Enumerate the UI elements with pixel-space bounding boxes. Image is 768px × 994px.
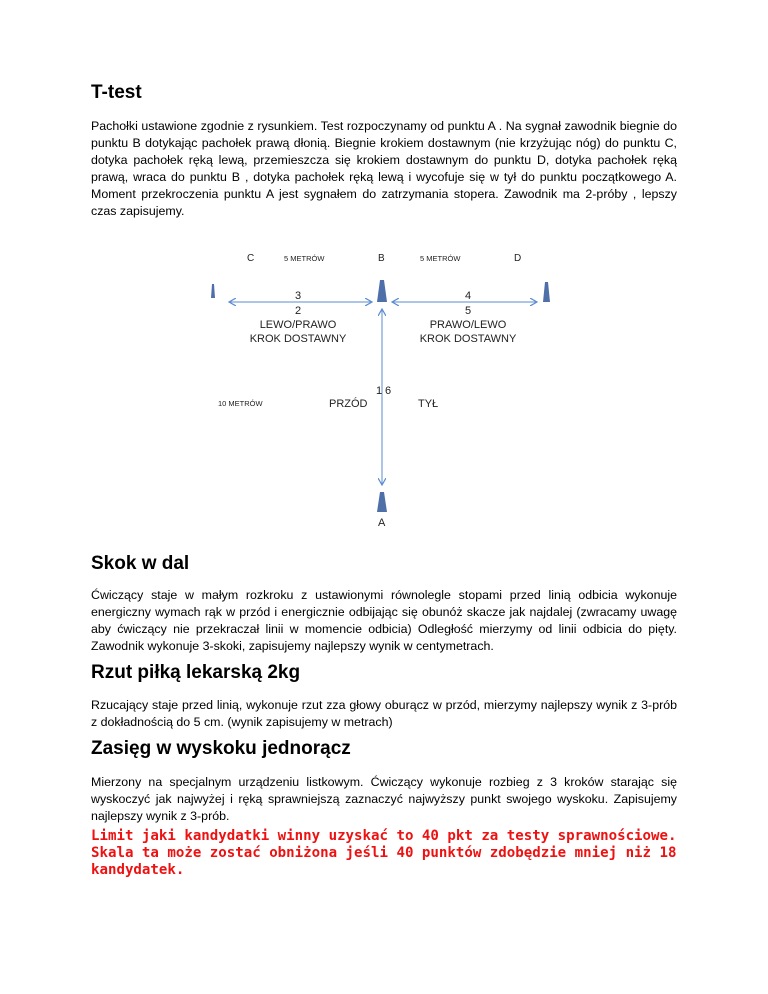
label-d: D xyxy=(514,253,522,264)
right-step: KROK DOSTAWNY xyxy=(419,333,517,345)
label-b: B xyxy=(378,253,385,264)
left-direction: LEWO/PRAWO xyxy=(259,319,337,331)
cone-c xyxy=(211,284,215,298)
mid-num-1: 1 xyxy=(376,385,383,397)
dist-right-label: 5 METRÓW xyxy=(420,254,461,263)
limit-note: Limit jaki kandydatki winny uzyskać to 40 pkt za testy sprawnościowe. Skala ta może zostać obniżona jeśli 40 punktów zdobędzie mniej niż 18 kandydatek. xyxy=(91,828,677,878)
ttest-description: Pachołki ustawione zgodnie z rysunkiem. Test rozpoczynamy od punktu A . Na sygnał zawodnik biegnie do punktu B dotykając pachołek prawą dłonią. Biegnie krokiem dostawnym (nie krzyżując nóg) do punktu C, dotyka pachołek ręką lewą, przemieszcza się krokiem dostawnym do punktu D, dotyka pachołek ręką prawą, wraca do punktu B , dotyka pachołek ręką lewą i wycofuje się w tył do punktu początkowego A. Moment przekroczenia punktu A jest sygnałem do zatrzymania stopera. Zawodnik ma 2-próby , lepszy czas zapisujemy. xyxy=(91,119,677,218)
left-step: KROK DOSTAWNY xyxy=(249,333,347,345)
cone-d xyxy=(543,282,550,302)
back-label: TYŁ xyxy=(418,398,439,410)
cone-b xyxy=(377,280,387,302)
forward-label: PRZÓD xyxy=(329,398,368,410)
jump-reach-description: Mierzony na specjalnym urządzeniu listkowym. Ćwiczący wykonuje rozbieg z 3 kroków starając się wyskoczyć jak najwyżej i ręką sprawniejszą zaznaczyć najwyższy punkt swojego wyskoku. Zapisujemy najlepszy wynik z 3-prób. xyxy=(91,775,677,823)
label-c: C xyxy=(247,253,255,264)
ttest-title: T-test xyxy=(91,82,142,103)
cone-a xyxy=(377,492,387,512)
label-a: A xyxy=(378,517,386,529)
dist-vertical-label: 10 METRÓW xyxy=(218,399,263,408)
ball-throw-description: Rzucający staje przed linią, wykonuje rzut zza głowy oburącz w przód, mierzymy najlepszy wynik z 3-prób z dokładnością do 5 cm. (wynik zapisujemy w metrach) xyxy=(91,698,677,729)
left-num-2: 2 xyxy=(294,305,302,317)
left-num-1: 3 xyxy=(294,290,302,302)
ball-throw-title: Rzut piłką lekarską 2kg xyxy=(91,662,301,683)
right-direction: PRAWO/LEWO xyxy=(429,319,507,331)
dist-left-label: 5 METRÓW xyxy=(284,254,325,263)
long-jump-description: Ćwiczący staje w małym rozkroku z ustawionymi równolegle stopami przed linią odbicia wykonuje energiczny wymach rąk w przód i energicznie odbijając się obunóż skacze jak najdalej (zwracamy uwagę aby ćwiczący nie przekraczał linii w momencie odbicia) Odległość mierzymy od linii odbicia do pięty. Zawodnik wykonuje 3-skoki, zapisujemy najlepszy wynik w centymetrach. xyxy=(91,588,677,653)
right-num-2: 5 xyxy=(464,305,472,317)
jump-reach-title: Zasięg w wyskoku jednorącz xyxy=(91,738,351,759)
right-num-1: 4 xyxy=(464,290,472,302)
long-jump-title: Skok w dal xyxy=(91,553,190,574)
mid-num-2: 6 xyxy=(385,385,392,397)
